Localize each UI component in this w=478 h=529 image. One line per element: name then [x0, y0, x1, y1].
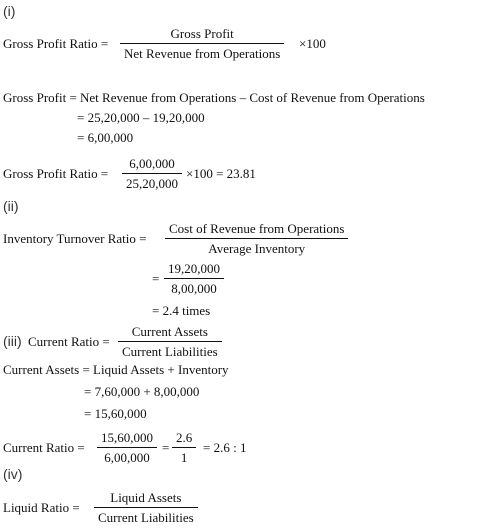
itr-numerator: Cost of Revenue from Operations: [165, 221, 348, 239]
liquid-ratio-numerator: Liquid Assets: [94, 490, 198, 508]
current-ratio-denominator: Current Liabilities: [122, 344, 218, 359]
current-assets-step-2: = 15,60,000: [84, 406, 147, 421]
part-i-label: (i): [3, 3, 16, 19]
part-iii-label: (iii): [3, 333, 22, 349]
gp-ratio-denominator: Net Revenue from Operations: [124, 46, 281, 61]
part-iv-label: (iv): [3, 466, 23, 482]
current-ratio-calc-lhs: Current Ratio =: [3, 440, 85, 455]
current-ratio-numerator: Current Assets: [118, 324, 222, 342]
gp-ratio-multiplier: ×100: [299, 36, 326, 51]
itr-result: = 2.4 times: [152, 303, 211, 318]
current-ratio-formula-fraction: [118, 324, 222, 360]
current-ratio-calc-denominator: 6,00,000: [104, 450, 150, 465]
itr-calc-fraction: [164, 261, 224, 297]
current-ratio-formula-lhs: Current Ratio =: [28, 334, 110, 349]
itr-calc-denominator: 8,00,000: [171, 281, 217, 296]
current-ratio-calc-equals: =: [162, 440, 170, 455]
gp-ratio-calc-fraction: [122, 156, 182, 192]
current-assets-step-1: = 7,60,000 + 8,00,000: [84, 384, 200, 399]
itr-formula-fraction: [165, 221, 348, 257]
gp-ratio-calc-lhs: Gross Profit Ratio =: [3, 166, 109, 181]
liquid-ratio-formula-fraction: [94, 490, 198, 526]
gp-ratio-calc-result: ×100 = 23.81: [186, 166, 256, 181]
itr-calc-numerator: 19,20,000: [164, 261, 224, 279]
gross-profit-step-1: = 25,20,000 – 19,20,000: [77, 110, 205, 125]
gross-profit-step-2: = 6,00,000: [77, 130, 134, 145]
gp-ratio-formula-lhs: Gross Profit Ratio =: [3, 36, 109, 51]
current-ratio-simplified-numerator: 2.6: [172, 430, 196, 448]
gp-ratio-calc-denominator: 25,20,000: [126, 176, 178, 191]
part-ii-label: (ii): [3, 198, 19, 214]
gp-ratio-formula-fraction: [120, 26, 284, 62]
liquid-ratio-formula-lhs: Liquid Ratio =: [3, 500, 80, 515]
current-ratio-calc-fraction: [97, 430, 157, 466]
gross-profit-definition: Gross Profit = Net Revenue from Operations – Cost of Revenue from Operations: [3, 90, 425, 105]
liquid-ratio-denominator: Current Liabilities: [98, 510, 194, 525]
gp-ratio-calc-numerator: 6,00,000: [122, 156, 182, 174]
itr-formula-lhs: Inventory Turnover Ratio =: [3, 231, 147, 246]
itr-calc-equals: =: [152, 271, 160, 286]
current-ratio-result: = 2.6 : 1: [203, 440, 247, 455]
gp-ratio-numerator: Gross Profit: [120, 26, 284, 44]
current-ratio-calc-numerator: 15,60,000: [97, 430, 157, 448]
current-ratio-simplified-denominator: 1: [180, 450, 188, 465]
current-assets-definition: Current Assets = Liquid Assets + Inventory: [3, 362, 229, 377]
current-ratio-simplified-fraction: [172, 430, 196, 466]
itr-denominator: Average Inventory: [208, 241, 306, 256]
